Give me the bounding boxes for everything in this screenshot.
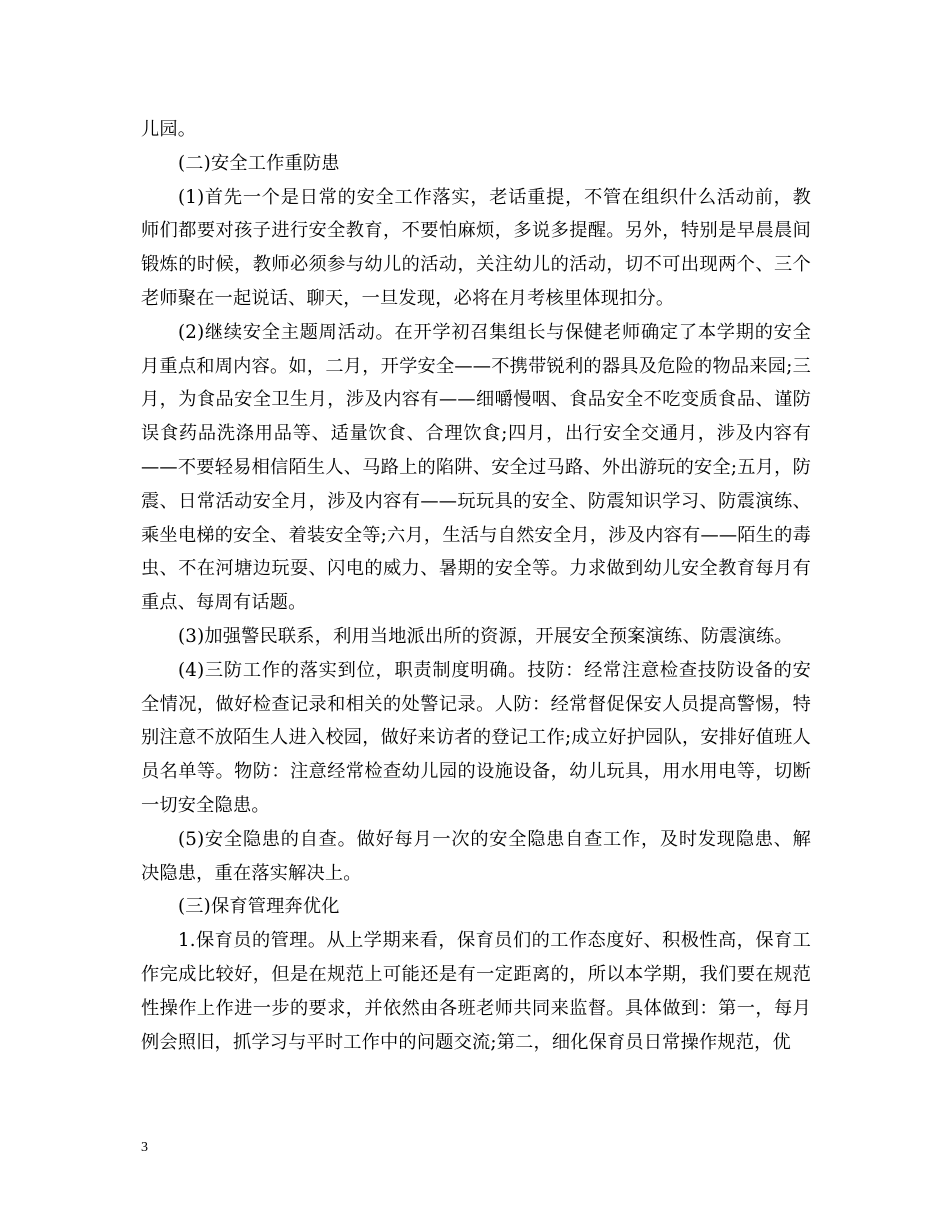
paragraph-item-5: (5)安全隐患的自查。做好每月一次的安全隐患自查工作，及时发现隐患、解决隐患，重在落实解决上。 xyxy=(141,828,811,884)
paragraph-care-1: 1.保育员的管理。从上学期来看，保育员们的工作态度好、积极性高，保育工作完成比较好，但是在规范上可能还是有一定距离的，所以本学期，我们要在规范性操作上作进一步的要求，并依然由各班老师共同来监督。具体做到：第一，每月例会照旧，抓学习与平时工作中的问题交流;第二，细化保育员日常操作规范，优 xyxy=(141,930,811,1053)
paragraph-item-1: (1)首先一个是日常的安全工作落实，老话重提，不管在组织什么活动前，教师们都要对孩子进行安全教育，不要怕麻烦，多说多提醒。另外，特别是早晨晨间锻炼的时候，教师必须参与幼儿的活动，关注幼儿的活动，切不可出现两个、三个老师聚在一起说话、聊天，一旦发现，必将在月考核里体现扣分。 xyxy=(141,186,811,309)
paragraph-continuation: 儿园。 xyxy=(141,119,197,140)
paragraph-item-4: (4)三防工作的落实到位，职责制度明确。技防：经常注意检查技防设备的安全情况，做好检查记录和相关的处警记录。人防：经常督促保安人员提高警惕，特别注意不放陌生人进入校园，做好来访者的登记工作;成立好护园队，安排好值班人员名单等。物防：注意经常检查幼儿园的设施设备，幼儿玩具，用水用电等，切断一切安全隐患。 xyxy=(141,659,811,816)
paragraph-item-2: (2)继续安全主题周活动。在开学初召集组长与保健老师确定了本学期的安全月重点和周内容。如，二月，开学安全——不携带锐利的器具及危险的物品来园;三月，为食品安全卫生月，涉及内容有——细嚼慢咽、食品安全不吃变质食品、谨防误食药品洗涤用品等、适量饮食、合理饮食;四月，出行安全交通月，涉及内容有——不要轻易相信陌生人、马路上的陷阱、安全过马路、外出游玩的安全;五月，防震、日常活动安全月，涉及内容有——玩玩具的安全、防震知识学习、防震演练、乘坐电梯的安全、着装安全等;六月，生活与自然安全月，涉及内容有——陌生的毒虫、不在河塘边玩耍、闪电的威力、暑期的安全等。力求做到幼儿安全教育每月有重点、每周有话题。 xyxy=(141,321,811,614)
document-body xyxy=(141,113,811,1059)
paragraph-item-3: (3)加强警民联系，利用当地派出所的资源，开展安全预案演练、防震演练。 xyxy=(178,625,793,647)
section-heading-safety: (二)安全工作重防患 xyxy=(178,152,340,174)
page-number: 3 xyxy=(141,1140,148,1155)
section-heading-care: (三)保育管理奔优化 xyxy=(178,896,340,918)
